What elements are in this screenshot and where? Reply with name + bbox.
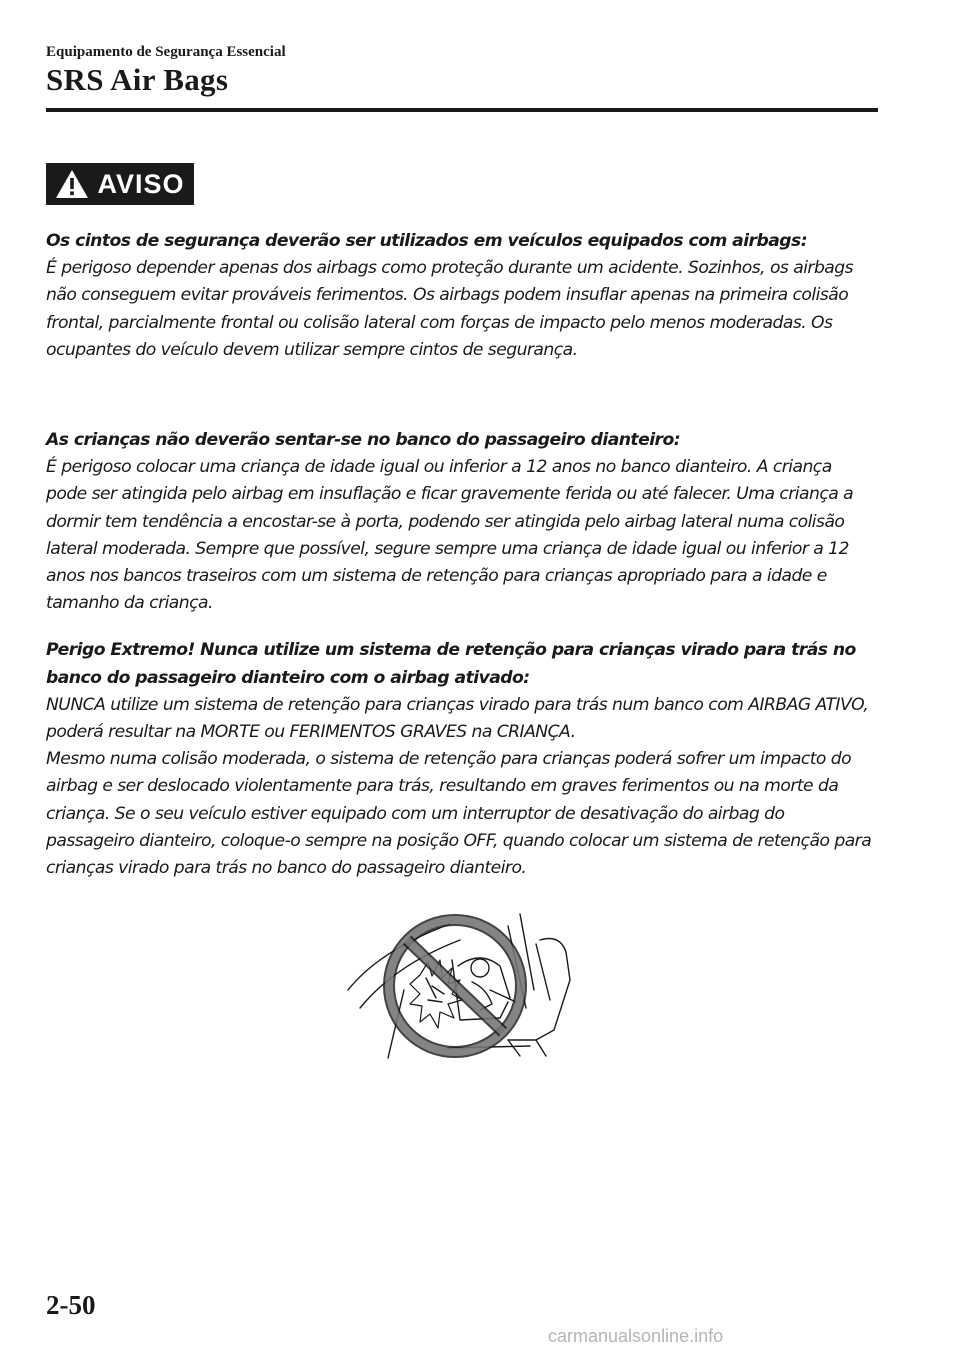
- page-title: SRS Air Bags: [46, 62, 229, 97]
- warning-badge: [46, 163, 194, 205]
- warning-text: NUNCA utilize um sistema de retenção para crianças virado para trás num banco com AIRBAG ATIVO, poderá resultar na MORTE ou FERIMENTOS GRAVES na CRIANÇA.: [46, 694, 869, 743]
- prohibited-rear-facing-child-seat-icon: [340, 890, 590, 1060]
- warning-label: AVISO: [97, 168, 185, 199]
- watermark: carmanualsonline.info: [548, 1326, 724, 1346]
- section-label: Equipamento de Segurança Essencial: [46, 44, 286, 60]
- warning-heading: As crianças não deverão sentar-se no banco do passageiro dianteiro:: [46, 430, 681, 451]
- warning-heading: Os cintos de segurança deverão ser utilizados em veículos equipados com airbags:: [46, 231, 808, 251]
- warning-text: É perigoso depender apenas dos airbags como proteção durante um acidente. Sozinhos, os airbags não conseguem evitar prováveis ferimentos. Os airbags podem insuflar apenas na primeira colisão frontal, parcialmente frontal ou colisão lateral com forças de impacto pelo menos moderadas. Os ocupantes do veículo devem utilizar sempre cintos de segurança.: [46, 258, 854, 360]
- warning-seatbelts: [46, 228, 876, 364]
- warning-text: Mesmo numa colisão moderada, o sistema de retenção para crianças poderá sofrer um impacto do airbag e ser deslocado violentamente para trás, resultando em graves ferimentos ou na morte da criança. Se o seu veículo estiver equipado com um interruptor de desativação do airbag do passageiro dianteiro, coloque-o sempre na posição OFF, quando colocar um sistema de retenção para crianças virado para trás no banco do passageiro dianteiro.: [46, 749, 872, 879]
- page-number: 2-50: [46, 1290, 96, 1320]
- warning-text: É perigoso colocar uma criança de idade igual ou inferior a 12 anos no banco dianteiro. A criança pode ser atingida pelo airbag em insuflação e ficar gravemente ferida ou até falecer. Uma criança a dormir tem tendência a encostar-se à porta, podendo ser atingida pelo airbag lateral numa colisão lateral moderada. Sempre que possível, segure sempre uma criança de idade igual ou inferior a 12 anos nos bancos traseiros com um sistema de retenção para crianças apropriado para a idade e tamanho da criança.: [46, 457, 854, 614]
- warning-rear-facing-seat: [46, 637, 876, 882]
- warning-children-front-seat: [46, 427, 876, 617]
- warning-heading: Perigo Extremo! Nunca utilize um sistema de retenção para crianças virado para trás no banco do passageiro dianteiro com o airbag ativado:: [46, 640, 856, 688]
- warning-triangle-icon: [55, 169, 89, 199]
- warning-body: [46, 228, 876, 882]
- header-divider: [46, 108, 878, 112]
